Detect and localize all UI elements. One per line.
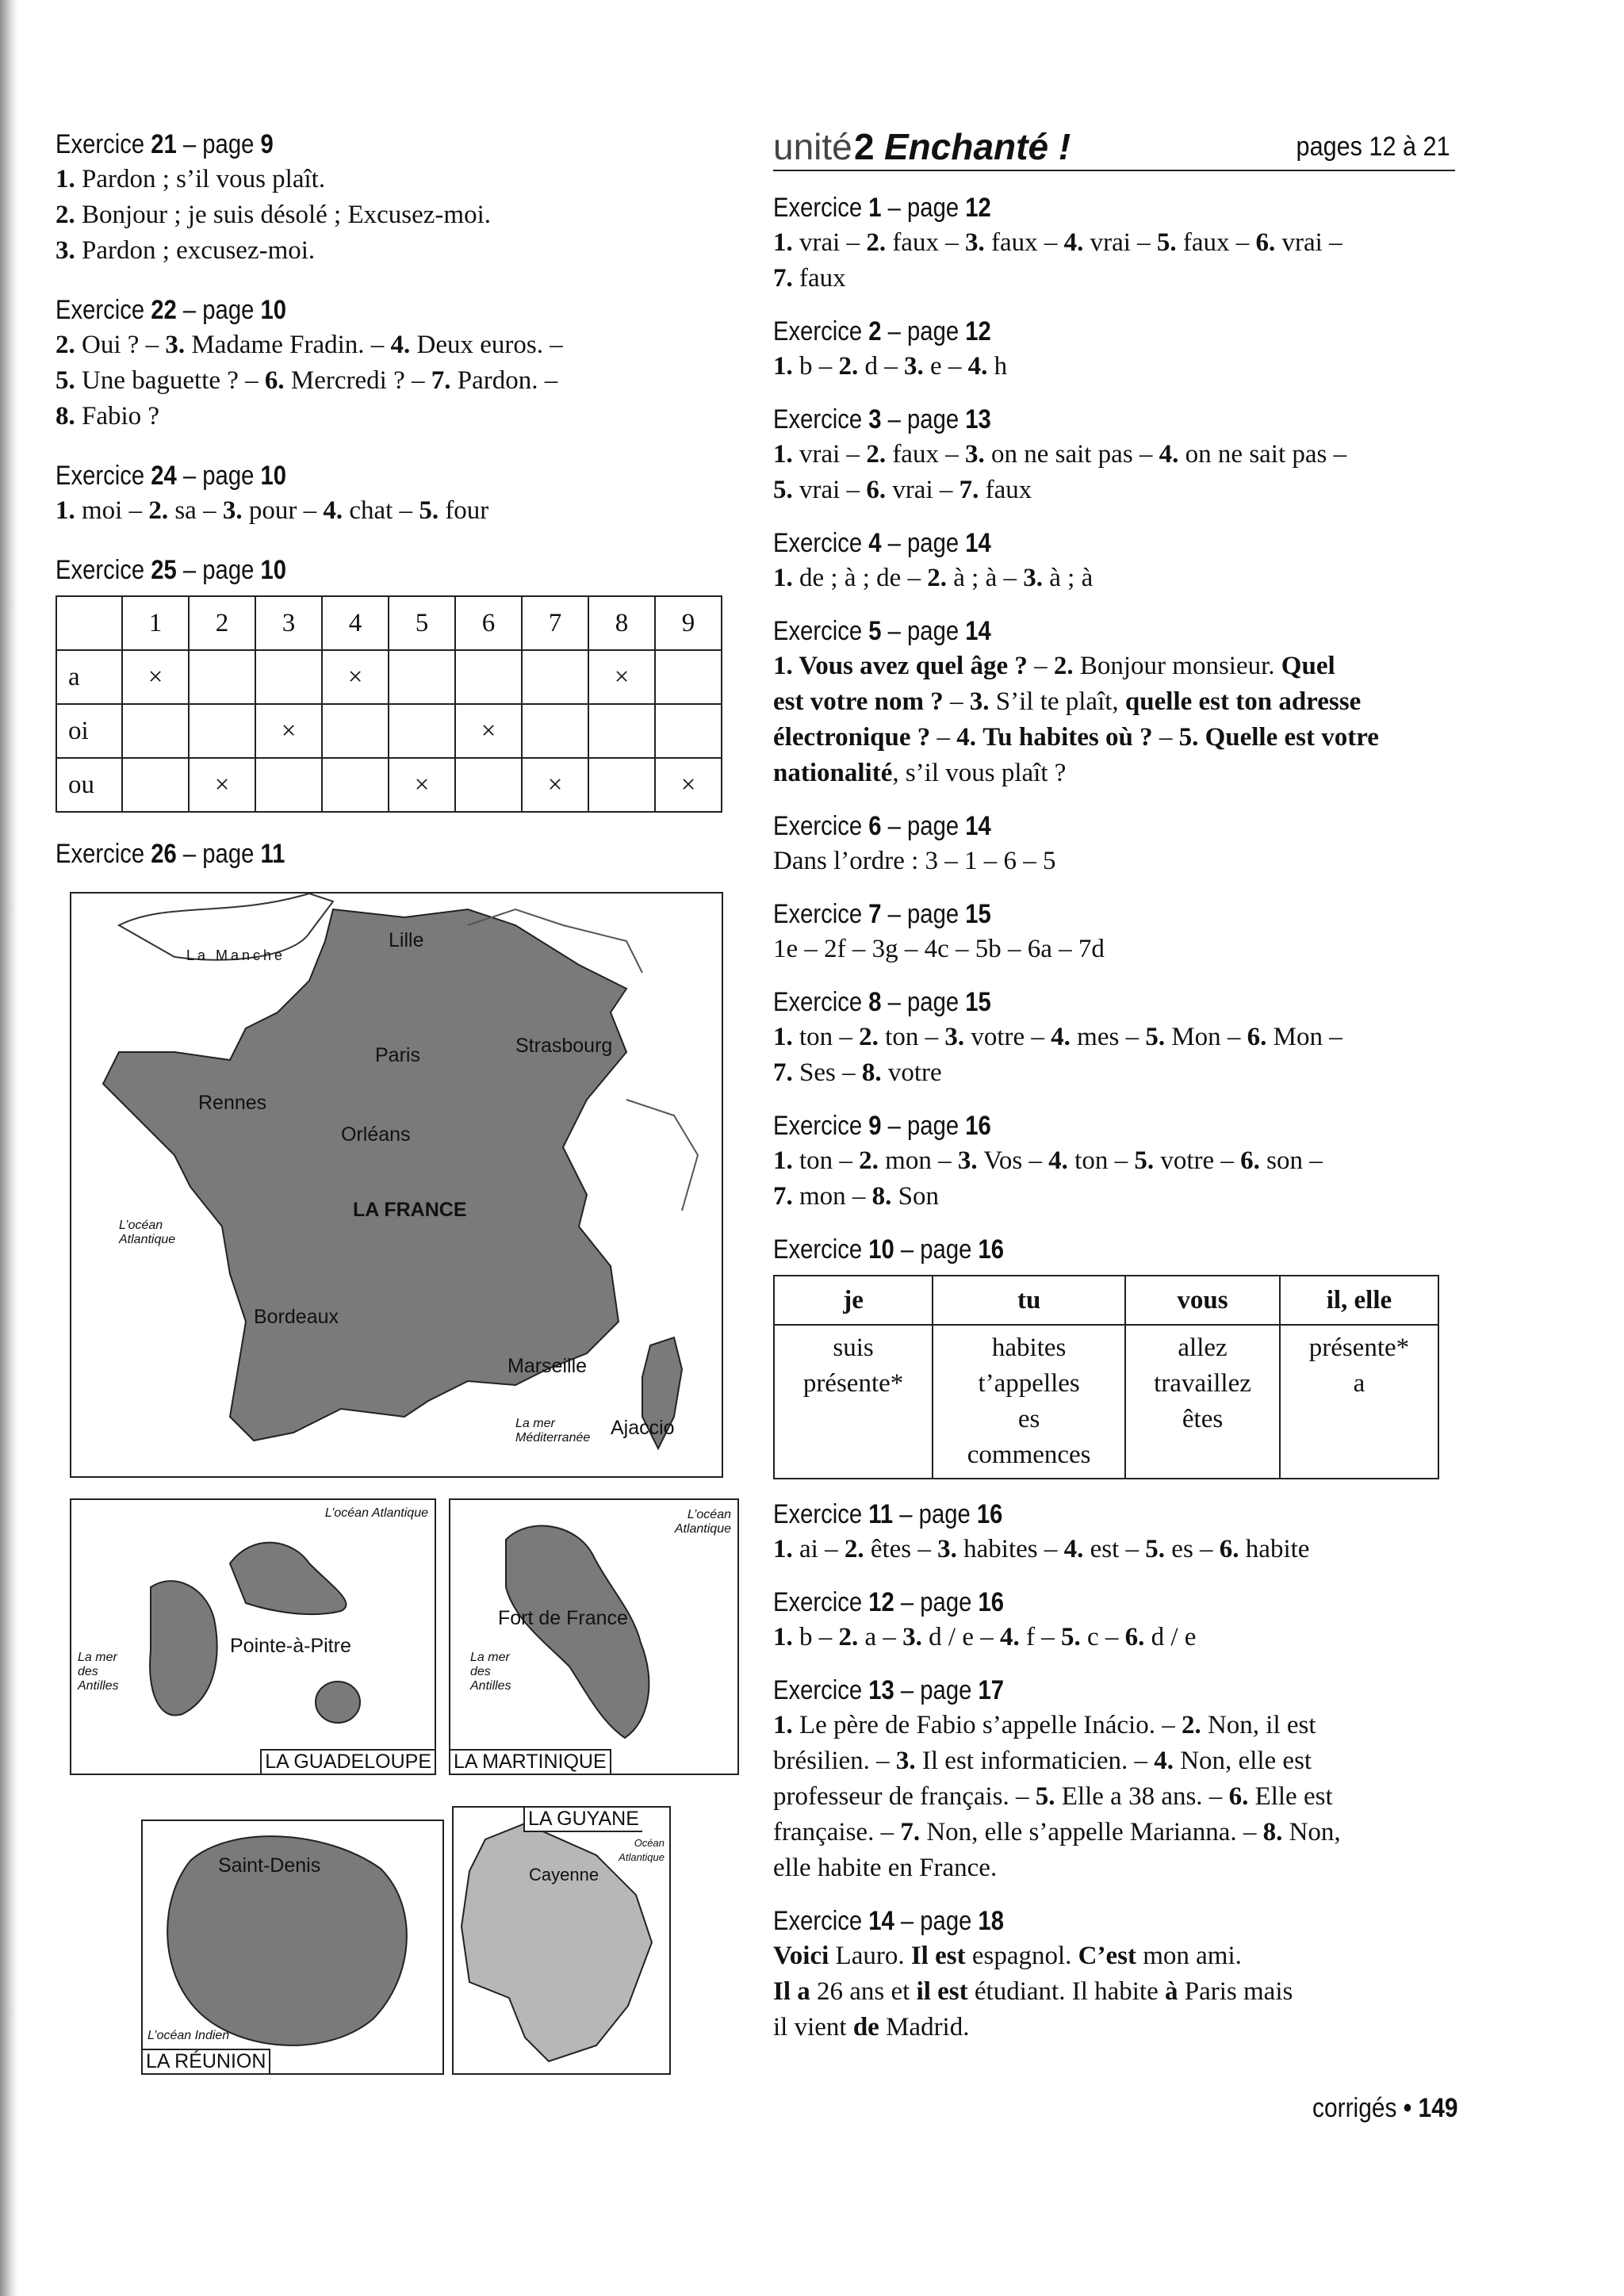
answer-line: électronique ? – 4. Tu habites où ? – 5. Quelle est votre bbox=[773, 723, 1379, 752]
grid-cell bbox=[389, 650, 455, 704]
left-column bbox=[56, 127, 737, 895]
exercise-24 bbox=[56, 458, 737, 529]
answer-line: 7. faux bbox=[773, 264, 846, 293]
grid-cell: × bbox=[455, 704, 522, 758]
answer-line: 2. Bonjour ; je suis désolé ; Excusez-moi. bbox=[56, 201, 491, 229]
answer-line: est votre nom ? – 3. S’il te plaît, quelle est ton adresse bbox=[773, 687, 1362, 716]
answer-line: 1. ai – 2. êtes – 3. habites – 4. est – 5. es – 6. habite bbox=[773, 1535, 1310, 1563]
unit-number: 2 bbox=[854, 126, 875, 167]
grid-col-header: 8 bbox=[588, 596, 655, 650]
answer-line: 1. Le père de Fabio s’appelle Inácio. – 2. Non, il est bbox=[773, 1711, 1316, 1739]
label-orleans: Orléans bbox=[341, 1123, 411, 1146]
map-guyane bbox=[452, 1806, 671, 2075]
answer-line: 8. Fabio ? bbox=[56, 402, 160, 430]
grid-row-oi bbox=[56, 704, 722, 758]
exercise-5 bbox=[773, 614, 1455, 791]
grid-cell bbox=[522, 650, 588, 704]
exercise-heading: Exercice 14 – page 18 bbox=[773, 1906, 1005, 1936]
map-reunion bbox=[141, 1820, 444, 2075]
answer-line: 1. Pardon ; s’il vous plaît. bbox=[56, 165, 326, 193]
label-la-guadeloupe: LA GUADELOUPE bbox=[260, 1749, 435, 1774]
pronoun-header: je bbox=[774, 1276, 933, 1325]
exercise-heading: Exercice 25 – page 10 bbox=[56, 555, 287, 585]
label-la-guyane: LA GUYANE bbox=[523, 1808, 642, 1832]
grid-col-header: 3 bbox=[255, 596, 322, 650]
grid-cell: × bbox=[189, 758, 255, 812]
verb-form: êtes bbox=[1182, 1405, 1224, 1433]
label-la-manche: La Manche bbox=[186, 947, 286, 963]
exercise-heading: Exercice 7 – page 15 bbox=[773, 899, 991, 929]
footer-bullet: • bbox=[1403, 2093, 1411, 2123]
answer-line: 1. b – 2. a – 3. d / e – 4. f – 5. c – 6. d / e bbox=[773, 1623, 1197, 1651]
grid-cell bbox=[522, 704, 588, 758]
answer-line: 2. Oui ? – 3. Madame Fradin. – 4. Deux euros. – bbox=[56, 331, 563, 359]
label-bordeaux: Bordeaux bbox=[254, 1306, 339, 1328]
grid-cell: × bbox=[122, 650, 189, 704]
exercise-heading: Exercice 6 – page 14 bbox=[773, 811, 991, 841]
answer-line: elle habite en France. bbox=[773, 1854, 998, 1882]
answer-line: 1. ton – 2. ton – 3. votre – 4. mes – 5. Mon – 6. Mon – bbox=[773, 1023, 1342, 1051]
answer-line: 1e – 2f – 3g – 4c – 5b – 6a – 7d bbox=[773, 935, 1105, 963]
answer-line: nationalité, s’il vous plaît ? bbox=[773, 759, 1067, 787]
exercise-1 bbox=[773, 190, 1455, 297]
grid-col-header: 6 bbox=[455, 596, 522, 650]
verb-form: habites bbox=[991, 1334, 1067, 1362]
answer-line: brésilien. – 3. Il est informaticien. – 4. Non, elle est bbox=[773, 1747, 1312, 1775]
answer-line: 1. vrai – 2. faux – 3. faux – 4. vrai – 5. faux – 6. vrai – bbox=[773, 228, 1342, 257]
pronoun-header: vous bbox=[1125, 1276, 1280, 1325]
exercise-heading: Exercice 26 – page 11 bbox=[56, 839, 285, 869]
label-la-reunion: LA RÉUNION bbox=[143, 2049, 270, 2073]
grid-cell bbox=[255, 650, 322, 704]
verb-form: suis bbox=[833, 1334, 874, 1362]
answer-line: 5. vrai – 6. vrai – 7. faux bbox=[773, 476, 1032, 504]
conjugation-cell-vous bbox=[1125, 1325, 1280, 1479]
label-lille: Lille bbox=[389, 929, 424, 951]
label-cayenne: Cayenne bbox=[529, 1865, 599, 1885]
answer-line: 1. moi – 2. sa – 3. pour – 4. chat – 5. four bbox=[56, 496, 489, 525]
exercise-heading: Exercice 5 – page 14 bbox=[773, 616, 991, 646]
grid-cell: × bbox=[322, 650, 389, 704]
grid-cell: × bbox=[588, 650, 655, 704]
page-number: 149 bbox=[1418, 2093, 1457, 2123]
exercise-heading: Exercice 9 – page 16 bbox=[773, 1111, 991, 1141]
label-ocean-atlantique: Océan Atlantique bbox=[619, 1837, 665, 1863]
exercise-7 bbox=[773, 897, 1455, 967]
grid-cell bbox=[255, 758, 322, 812]
label-ajaccio: Ajaccio bbox=[611, 1417, 675, 1439]
exercise-22 bbox=[56, 293, 737, 434]
answer-line: Voici Lauro. Il est espagnol. C’est mon ami. bbox=[773, 1942, 1242, 1970]
grid-cell bbox=[588, 704, 655, 758]
label-pointe-a-pitre: Pointe-à-Pitre bbox=[230, 1635, 351, 1657]
grid-cell bbox=[455, 758, 522, 812]
conjugation-table bbox=[773, 1275, 1439, 1479]
exercise-9 bbox=[773, 1108, 1455, 1215]
grid-cell bbox=[389, 704, 455, 758]
label-la-martinique: LA MARTINIQUE bbox=[450, 1749, 611, 1774]
label-mer-des-antilles: La mer des Antilles bbox=[78, 1651, 119, 1693]
grid-cell bbox=[455, 650, 522, 704]
answer-line: 5. Une baguette ? – 6. Mercredi ? – 7. Pardon. – bbox=[56, 366, 558, 395]
grid-cell bbox=[189, 650, 255, 704]
exercise-11 bbox=[773, 1497, 1455, 1567]
label-ocean-atlantique: L’océan Atlantique bbox=[674, 1508, 731, 1536]
grid-header-row bbox=[56, 596, 722, 650]
france-outline-shape bbox=[71, 894, 722, 1476]
answer-line: française. – 7. Non, elle s’appelle Marianna. – 8. Non, bbox=[773, 1818, 1341, 1846]
sound-grid-table bbox=[56, 595, 722, 813]
right-column bbox=[773, 190, 1455, 2063]
grid-cell: × bbox=[655, 758, 722, 812]
grid-col-header: 1 bbox=[122, 596, 189, 650]
label-fort-de-france: Fort de France bbox=[498, 1607, 628, 1629]
exercise-heading: Exercice 1 – page 12 bbox=[773, 193, 991, 223]
exercise-3 bbox=[773, 402, 1455, 508]
exercise-12 bbox=[773, 1585, 1455, 1655]
grid-cell bbox=[588, 758, 655, 812]
grid-cell bbox=[189, 704, 255, 758]
exercise-heading: Exercice 21 – page 9 bbox=[56, 129, 274, 159]
exercise-14 bbox=[773, 1904, 1455, 2045]
answer-line: 1. vrai – 2. faux – 3. on ne sait pas – 4. on ne sait pas – bbox=[773, 440, 1347, 469]
grid-cell bbox=[322, 704, 389, 758]
conjugation-cell-tu bbox=[933, 1325, 1125, 1479]
answer-line: 7. mon – 8. Son bbox=[773, 1182, 940, 1211]
exercise-4 bbox=[773, 526, 1455, 596]
exercise-13 bbox=[773, 1673, 1455, 1886]
exercise-8 bbox=[773, 985, 1455, 1091]
grid-cell bbox=[322, 758, 389, 812]
conjugation-cell-je bbox=[774, 1325, 933, 1479]
grid-col-header: 2 bbox=[189, 596, 255, 650]
grid-col-header: 4 bbox=[322, 596, 389, 650]
map-france bbox=[70, 892, 723, 1478]
exercise-heading: Exercice 24 – page 10 bbox=[56, 461, 287, 491]
label-ocean-atlantique: L’océan Atlantique bbox=[119, 1219, 176, 1246]
verb-form: a bbox=[1353, 1369, 1365, 1398]
label-mer-des-antilles: La mer des Antilles bbox=[470, 1651, 511, 1693]
grid-row-a bbox=[56, 650, 722, 704]
label-country-france: LA FRANCE bbox=[353, 1199, 467, 1221]
grid-col-header: 9 bbox=[655, 596, 722, 650]
verb-form: t’appelles bbox=[978, 1369, 1080, 1398]
exercise-heading: Exercice 10 – page 16 bbox=[773, 1234, 1005, 1265]
grid-row-label: ou bbox=[56, 758, 122, 812]
answer-line: professeur de français. – 5. Elle a 38 ans. – 6. Elle est bbox=[773, 1782, 1333, 1811]
label-mer-mediterranee: La mer Méditerranée bbox=[515, 1417, 591, 1445]
label-rennes: Rennes bbox=[198, 1092, 267, 1114]
unit-pages: pages 12 à 21 bbox=[1297, 132, 1450, 162]
grid-cell bbox=[655, 704, 722, 758]
exercise-heading: Exercice 8 – page 15 bbox=[773, 987, 991, 1017]
conjugation-header-row bbox=[774, 1276, 1438, 1325]
book-spine-shadow bbox=[0, 0, 17, 2296]
exercise-26 bbox=[56, 836, 737, 871]
exercise-heading: Exercice 11 – page 16 bbox=[773, 1499, 1003, 1529]
answer-line: 1. b – 2. d – 3. e – 4. h bbox=[773, 352, 1008, 381]
conjugation-row bbox=[774, 1325, 1438, 1479]
exercise-10 bbox=[773, 1232, 1455, 1479]
grid-row-ou bbox=[56, 758, 722, 812]
grid-corner bbox=[56, 596, 122, 650]
label-ocean-indien: L’océan Indien bbox=[147, 2029, 230, 2042]
answer-line: il vient de Madrid. bbox=[773, 2013, 970, 2042]
pronoun-header: il, elle bbox=[1280, 1276, 1438, 1325]
label-strasbourg: Strasbourg bbox=[515, 1035, 613, 1057]
grid-row-label: oi bbox=[56, 704, 122, 758]
exercise-21 bbox=[56, 127, 737, 269]
label-paris: Paris bbox=[375, 1044, 420, 1066]
verb-form: présente* bbox=[1308, 1334, 1410, 1362]
exercise-heading: Exercice 12 – page 16 bbox=[773, 1587, 1005, 1617]
answer-line: 1. ton – 2. mon – 3. Vos – 4. ton – 5. votre – 6. son – bbox=[773, 1146, 1323, 1175]
exercise-heading: Exercice 13 – page 17 bbox=[773, 1675, 1005, 1705]
exercise-6 bbox=[773, 809, 1455, 879]
grid-cell: × bbox=[389, 758, 455, 812]
exercise-25 bbox=[56, 553, 737, 813]
label-saint-denis: Saint-Denis bbox=[218, 1854, 321, 1877]
grid-cell: × bbox=[255, 704, 322, 758]
verb-form: présente* bbox=[802, 1369, 904, 1398]
unit-header bbox=[773, 125, 1455, 171]
map-guadeloupe bbox=[70, 1498, 436, 1775]
footer-label: corrigés bbox=[1312, 2093, 1396, 2123]
answer-line: Dans l’ordre : 3 – 1 – 6 – 5 bbox=[773, 847, 1056, 875]
label-ocean-atlantique: L’océan Atlantique bbox=[324, 1506, 428, 1520]
exercise-heading: Exercice 2 – page 12 bbox=[773, 316, 991, 346]
verb-form: commences bbox=[967, 1441, 1091, 1469]
pronoun-header: tu bbox=[933, 1276, 1125, 1325]
unit-title: Enchanté ! bbox=[884, 126, 1071, 167]
grid-col-header: 7 bbox=[522, 596, 588, 650]
grid-cell: × bbox=[522, 758, 588, 812]
verb-form: travaillez bbox=[1154, 1369, 1251, 1398]
grid-cell bbox=[122, 704, 189, 758]
conjugation-cell-il-elle bbox=[1280, 1325, 1438, 1479]
grid-cell bbox=[122, 758, 189, 812]
grid-cell bbox=[655, 650, 722, 704]
page-footer bbox=[1312, 2093, 1457, 2124]
grid-row-label: a bbox=[56, 650, 122, 704]
verb-form: es bbox=[1017, 1405, 1040, 1433]
answer-line: 1. de ; à ; de – 2. à ; à – 3. à ; à bbox=[773, 564, 1094, 592]
map-martinique bbox=[449, 1498, 739, 1775]
answer-line: 7. Ses – 8. votre bbox=[773, 1058, 942, 1087]
grid-col-header: 5 bbox=[389, 596, 455, 650]
unit-label: unité bbox=[773, 126, 852, 167]
exercise-heading: Exercice 22 – page 10 bbox=[56, 295, 287, 325]
exercise-heading: Exercice 3 – page 13 bbox=[773, 404, 991, 434]
label-marseille: Marseille bbox=[508, 1355, 588, 1377]
verb-form: allez bbox=[1178, 1334, 1228, 1362]
exercise-heading: Exercice 4 – page 14 bbox=[773, 528, 991, 558]
answer-line: 1. Vous avez quel âge ? – 2. Bonjour monsieur. Quel bbox=[773, 652, 1335, 680]
answer-line: Il a 26 ans et il est étudiant. Il habite à Paris mais bbox=[773, 1977, 1293, 2006]
martinique-outline-shape bbox=[450, 1500, 737, 1774]
exercise-2 bbox=[773, 314, 1455, 385]
answer-line: 3. Pardon ; excusez-moi. bbox=[56, 236, 316, 265]
